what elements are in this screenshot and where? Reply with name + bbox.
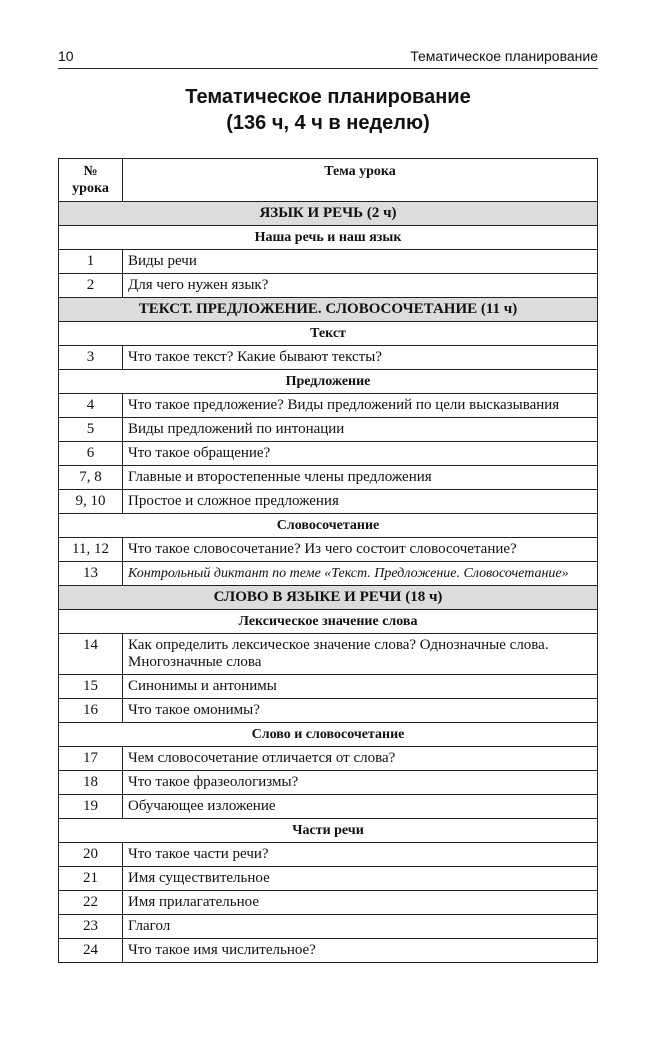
table-row [59, 915, 598, 939]
section-row [59, 298, 598, 322]
subsection-row [59, 723, 598, 747]
lesson-number: 13 [59, 562, 123, 586]
lesson-number: 14 [59, 634, 123, 675]
lesson-topic: Контрольный диктант по теме «Текст. Предложение. Словосочетание» [123, 562, 598, 586]
lesson-topic: Простое и сложное предложения [123, 490, 598, 514]
subsection-row [59, 226, 598, 250]
table-row [59, 843, 598, 867]
lesson-topic: Глагол [123, 915, 598, 939]
table-row [59, 795, 598, 819]
lesson-number: 6 [59, 442, 123, 466]
lesson-topic: Для чего нужен язык? [123, 274, 598, 298]
lesson-number: 5 [59, 418, 123, 442]
subsection-heading: Предложение [59, 370, 598, 394]
subsection-row [59, 514, 598, 538]
title-line-1: Тематическое планирование [185, 86, 471, 108]
subsection-heading: Наша речь и наш язык [59, 226, 598, 250]
lesson-topic: Что такое текст? Какие бывают тексты? [123, 346, 598, 370]
lesson-number: 2 [59, 274, 123, 298]
column-header-number: № урока [59, 159, 123, 202]
lesson-number: 21 [59, 867, 123, 891]
subsection-row [59, 370, 598, 394]
table-row [59, 867, 598, 891]
table-row [59, 675, 598, 699]
lesson-number: 3 [59, 346, 123, 370]
subsection-heading: Словосочетание [59, 514, 598, 538]
lesson-topic: Имя прилагательное [123, 891, 598, 915]
lesson-number: 11, 12 [59, 538, 123, 562]
lesson-number: 23 [59, 915, 123, 939]
column-header-topic: Тема урока [123, 159, 598, 202]
table-row [59, 634, 598, 675]
lesson-topic: Обучающее изложение [123, 795, 598, 819]
table-row [59, 891, 598, 915]
lesson-number: 18 [59, 771, 123, 795]
table-row [59, 250, 598, 274]
lesson-number: 17 [59, 747, 123, 771]
lesson-topic: Имя существительное [123, 867, 598, 891]
subsection-heading: Слово и словосочетание [59, 723, 598, 747]
lesson-number: 15 [59, 675, 123, 699]
table-row [59, 274, 598, 298]
lesson-number: 7, 8 [59, 466, 123, 490]
lesson-topic: Что такое омонимы? [123, 699, 598, 723]
table-row [59, 394, 598, 418]
subsection-row [59, 819, 598, 843]
lesson-number: 24 [59, 939, 123, 963]
section-heading: ЯЗЫК И РЕЧЬ (2 ч) [59, 202, 598, 226]
table-row [59, 346, 598, 370]
table-row [59, 418, 598, 442]
lesson-topic: Что такое обращение? [123, 442, 598, 466]
table-row [59, 442, 598, 466]
section-row [59, 202, 598, 226]
lesson-topic: Что такое фразеологизмы? [123, 771, 598, 795]
table-row [59, 490, 598, 514]
subsection-heading: Текст [59, 322, 598, 346]
lesson-number: 9, 10 [59, 490, 123, 514]
lesson-topic: Виды предложений по интонации [123, 418, 598, 442]
table-row [59, 747, 598, 771]
table-row [59, 699, 598, 723]
lesson-number: 4 [59, 394, 123, 418]
page-number: 10 [58, 48, 74, 64]
page-title [58, 84, 598, 136]
subsection-heading: Части речи [59, 819, 598, 843]
lesson-plan-table [58, 158, 598, 963]
subsection-heading: Лексическое значение слова [59, 610, 598, 634]
lesson-topic: Главные и второстепенные члены предложения [123, 466, 598, 490]
lesson-number: 16 [59, 699, 123, 723]
table-row [59, 939, 598, 963]
lesson-topic: Что такое словосочетание? Из чего состоит словосочетание? [123, 538, 598, 562]
lesson-number: 22 [59, 891, 123, 915]
lesson-topic: Что такое имя числительное? [123, 939, 598, 963]
lesson-topic: Синонимы и антонимы [123, 675, 598, 699]
lesson-topic: Чем словосочетание отличается от слова? [123, 747, 598, 771]
section-row [59, 586, 598, 610]
running-header [58, 48, 598, 69]
table-row [59, 562, 598, 586]
lesson-topic: Что такое предложение? Виды предложений по цели высказывания [123, 394, 598, 418]
table-row [59, 538, 598, 562]
running-title: Тематическое планирование [410, 48, 598, 64]
lesson-topic: Виды речи [123, 250, 598, 274]
table-row [59, 466, 598, 490]
section-heading: СЛОВО В ЯЗЫКЕ И РЕЧИ (18 ч) [59, 586, 598, 610]
table-body [59, 202, 598, 963]
table-row [59, 771, 598, 795]
title-line-2: (136 ч, 4 ч в неделю) [226, 112, 430, 134]
subsection-row [59, 610, 598, 634]
table-header-row [59, 159, 598, 202]
section-heading: ТЕКСТ. ПРЕДЛОЖЕНИЕ. СЛОВОСОЧЕТАНИЕ (11 ч) [59, 298, 598, 322]
lesson-number: 19 [59, 795, 123, 819]
lesson-topic: Что такое части речи? [123, 843, 598, 867]
lesson-number: 20 [59, 843, 123, 867]
subsection-row [59, 322, 598, 346]
lesson-number: 1 [59, 250, 123, 274]
lesson-topic: Как определить лексическое значение слова? Однозначные слова. Многозначные слова [123, 634, 598, 675]
